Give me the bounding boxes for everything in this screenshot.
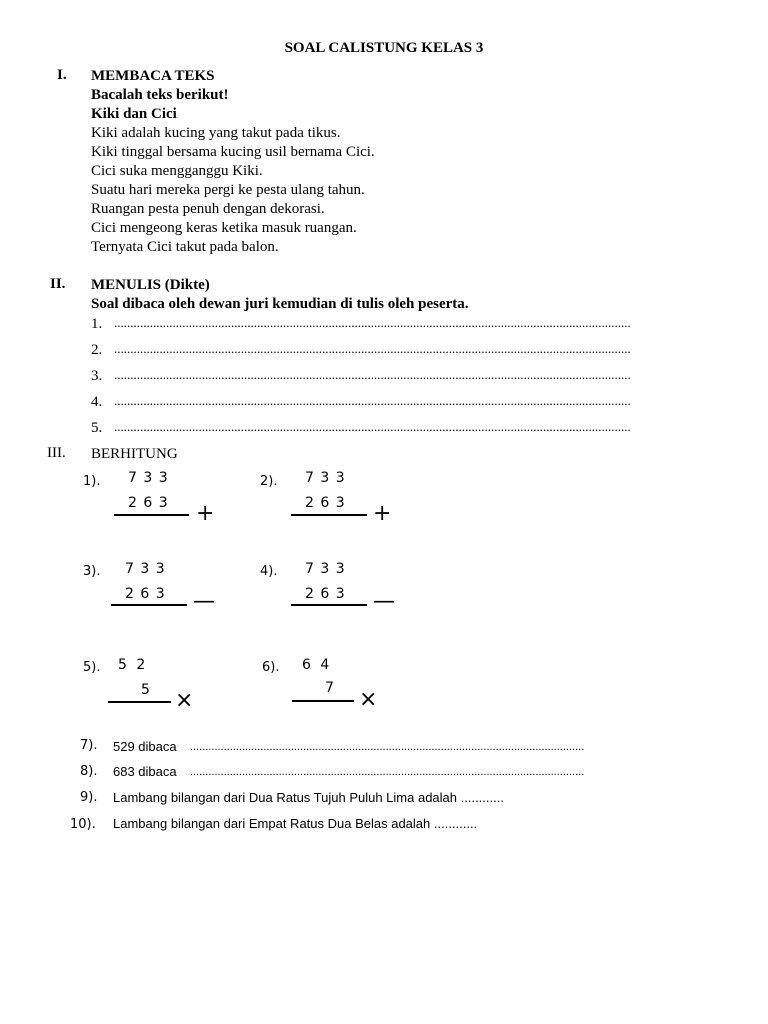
- story-line: Ruangan pesta penuh dengan dekorasi.: [91, 201, 325, 217]
- page-title: SOAL CALISTUNG KELAS 3: [284, 40, 484, 56]
- question-text: Lambang bilangan dari Empat Ratus Dua Belas adalah ............: [113, 816, 478, 831]
- story-line: Ternyata Cici takut pada balon.: [91, 239, 279, 255]
- question-label: 10).: [70, 817, 96, 832]
- dictation-number: 1.: [91, 316, 103, 332]
- section-heading: MENULIS (Dikte): [91, 277, 210, 293]
- problem-bottom-number: 5: [141, 682, 150, 698]
- problem-top-number: 7 3 3: [305, 470, 345, 486]
- instruction: Bacalah teks berikut!: [91, 87, 229, 103]
- problem-top-number: 7 3 3: [305, 561, 345, 577]
- question-label: 8).: [80, 764, 98, 779]
- dictation-number: 5.: [91, 420, 103, 436]
- answer-line: .................................................................................................................................: [190, 766, 585, 778]
- dictation-line: ...............................................................................................................................................................: [114, 367, 631, 382]
- problem-bottom-number: 2 6 3: [305, 586, 345, 602]
- problem-bottom-number: 2 6 3: [305, 495, 345, 511]
- times-icon: ×: [359, 687, 378, 712]
- problem-label: 5).: [83, 660, 101, 675]
- dictation-number: 3.: [91, 368, 103, 384]
- problem-top-number: 5 2: [118, 657, 146, 673]
- problem-bottom-number: 2 6 3: [125, 586, 165, 602]
- difference-line: [291, 604, 367, 606]
- question-text: Lambang bilangan dari Dua Ratus Tujuh Puluh Lima adalah ............: [113, 790, 504, 805]
- problem-label: 4).: [260, 564, 278, 579]
- problem-label: 6).: [262, 660, 280, 675]
- answer-line: .................................................................................................................................: [190, 741, 585, 753]
- problem-top-number: 7 3 3: [128, 470, 168, 486]
- dictation-line: ...............................................................................................................................................................: [114, 341, 631, 356]
- problem-bottom-number: 2 6 3: [128, 495, 168, 511]
- problem-top-number: 6 4: [302, 657, 330, 673]
- problem-top-number: 7 3 3: [125, 561, 165, 577]
- problem-label: 3).: [83, 564, 101, 579]
- dictation-number: 4.: [91, 394, 103, 410]
- minus-icon: —: [193, 589, 215, 614]
- section-number: III.: [47, 445, 66, 461]
- difference-line: [111, 604, 187, 606]
- problem-bottom-number: 7: [325, 680, 334, 696]
- section-number: I.: [57, 67, 67, 83]
- story-line: Suatu hari mereka pergi ke pesta ulang tahun.: [91, 182, 365, 198]
- story-line: Cici mengeong keras ketika masuk ruangan.: [91, 220, 357, 236]
- sum-line: [114, 514, 189, 516]
- story-line: Kiki tinggal bersama kucing usil bernama Cici.: [91, 144, 375, 160]
- dictation-line: ...............................................................................................................................................................: [114, 419, 631, 434]
- product-line: [292, 700, 354, 702]
- problem-label: 2).: [260, 474, 278, 489]
- plus-icon: +: [196, 501, 215, 526]
- story-line: Kiki adalah kucing yang takut pada tikus.: [91, 125, 341, 141]
- section-heading: BERHITUNG: [91, 446, 178, 462]
- times-icon: ×: [175, 688, 194, 713]
- dictation-number: 2.: [91, 342, 103, 358]
- sum-line: [291, 514, 367, 516]
- question-label: 9).: [80, 790, 98, 805]
- dictation-line: ...............................................................................................................................................................: [114, 393, 631, 408]
- instruction: Soal dibaca oleh dewan juri kemudian di tulis oleh peserta.: [91, 296, 469, 312]
- story-line: Cici suka mengganggu Kiki.: [91, 163, 263, 179]
- minus-icon: —: [373, 589, 395, 614]
- product-line: [108, 701, 171, 703]
- question-text: 529 dibaca: [113, 739, 177, 754]
- section-heading: MEMBACA TEKS: [91, 68, 215, 84]
- dictation-line: ...............................................................................................................................................................: [114, 315, 631, 330]
- question-label: 7).: [80, 738, 98, 753]
- question-text: 683 dibaca: [113, 764, 177, 779]
- problem-label: 1).: [83, 474, 101, 489]
- plus-icon: +: [373, 501, 392, 526]
- story-title: Kiki dan Cici: [91, 106, 177, 122]
- section-number: II.: [50, 276, 66, 292]
